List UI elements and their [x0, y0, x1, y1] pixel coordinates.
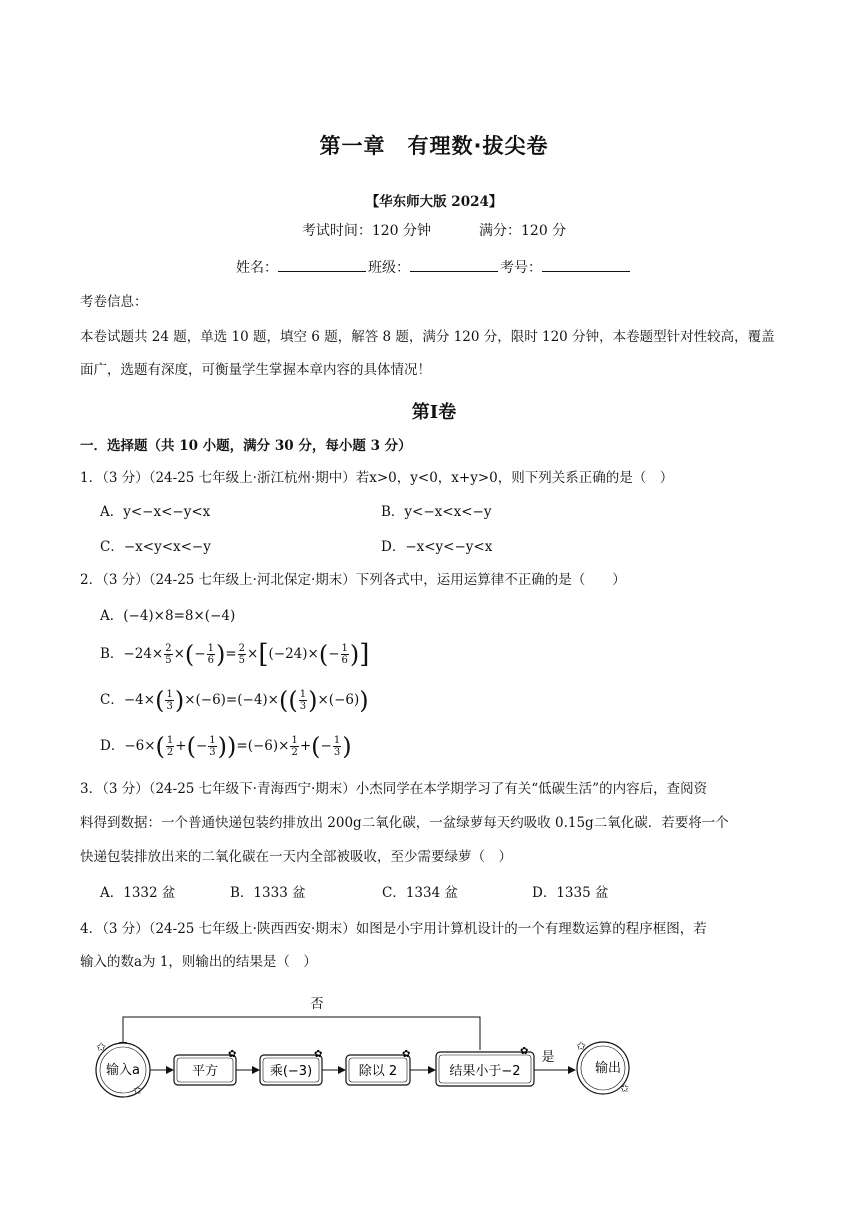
q4-line-1: 4．（3 分）（24-25 七年级上·陕西西安·期末）如图是小宇用计算机设计的一个有理数运算的程序框图，若: [80, 921, 707, 937]
q1-option-b[interactable]: B．y<−x<x<−y: [381, 504, 492, 520]
q2-option-b[interactable]: B．−24× $\frac{2}{5}$ ×(− $\frac{1}{6}$ )= $\frac{2}{5}$ ×[(−24)×(− $\frac{1}{6}$ )]: [100, 639, 370, 670]
input-label: 输入a: [106, 1063, 140, 1078]
edition-label: 【华东师大版 2024】: [365, 194, 503, 210]
q2-option-c[interactable]: C．−4×( $\frac{1}{3}$ )×(−6)=(−4)×(( $\frac{1}{3}$ )×(−6)): [100, 686, 369, 715]
number-blank[interactable]: [542, 256, 630, 272]
q3-line-1: 3．（3 分）（24-25 七年级下·青海西宁·期末）小杰同学在本学期学习了有关“低碳生活”的内容后，查阅资: [80, 781, 708, 797]
q2-option-a[interactable]: A．(−4)×8=8×(−4): [100, 608, 236, 624]
number-label: 考号：: [500, 260, 542, 276]
check-node: [436, 1046, 534, 1086]
output-label: 输出: [594, 1061, 622, 1076]
q3-option-b[interactable]: B．1333 盆: [230, 885, 306, 901]
flower-icon: ✿: [520, 1046, 529, 1057]
name-label: 姓名：: [236, 260, 278, 276]
info-label: 考卷信息：: [80, 294, 148, 310]
q3-line-3: 快递包装排放出来的二氧化碳在一天内全部被吸收，至少需要绿萝（ ）: [80, 849, 512, 865]
input-node: [96, 1040, 150, 1097]
step-multiply: [260, 1049, 322, 1085]
q2-c-label: C．: [100, 692, 124, 708]
exam-meta: [0, 220, 868, 240]
q4-line-2: 输入的数a为 1，则输出的结果是（ ）: [80, 954, 317, 970]
q1-option-d[interactable]: D．−x<y<−y<x: [381, 539, 493, 555]
flower-icon: ✿: [228, 1049, 237, 1060]
q3-line-2: 料得到数据：一个普通快递包装约排放出 200g二氧化碳，一盆绿萝每天约吸收 0.15g二氧化碳．若要将一个: [80, 815, 729, 831]
no-label: 否: [310, 997, 324, 1012]
q2-option-d[interactable]: D．−6×( $\frac{1}{2}$ +(− $\frac{1}{3}$ ))=(−6)× $\frac{1}{2}$ +(− $\frac{1}{3}$ ): [100, 732, 352, 761]
yes-label: 是: [541, 1050, 555, 1065]
q3-option-d[interactable]: D．1335 盆: [532, 885, 609, 901]
star-icon: ✩: [620, 1082, 630, 1095]
info-line-2: 面广，选题有深度，可衡量学生掌握本章内容的具体情况！: [80, 362, 431, 378]
q2-d-label: D．: [100, 738, 125, 754]
star-icon: ✩: [96, 1040, 107, 1054]
q1-option-c[interactable]: C．−x<y<x<−y: [100, 539, 211, 555]
full-score: 满分：120 分: [479, 223, 567, 239]
step-divide: [346, 1049, 410, 1085]
q3-option-a[interactable]: A．1332 盆: [100, 885, 176, 901]
section-title: 第Ⅰ卷: [411, 402, 457, 423]
exam-time: 考试时间：120 分钟: [301, 223, 431, 239]
step3-label: 除以 2: [358, 1064, 398, 1079]
student-info-line: [0, 256, 868, 277]
name-blank[interactable]: [278, 256, 366, 272]
flower-icon: ✿: [314, 1049, 323, 1060]
class-label: 班级：: [368, 260, 410, 276]
feedback-loop-line: [123, 1017, 480, 1050]
step2-label: 乘(−3): [269, 1064, 313, 1079]
step1-label: 平方: [191, 1064, 219, 1079]
step-square: [174, 1049, 236, 1085]
star-icon: ✩: [133, 1084, 143, 1097]
flower-icon: ✿: [402, 1049, 411, 1060]
q1-stem: 1．（3 分）（24-25 七年级上·浙江杭州·期中）若x>0，y<0，x+y>0，则下列关系正确的是（ ）: [80, 470, 674, 486]
program-flowchart: [80, 990, 660, 1100]
page-title: 第一章 有理数·拔尖卷: [319, 134, 549, 158]
check-label: 结果小于−2: [449, 1064, 521, 1079]
info-line-1: 本卷试题共 24 题，单选 10 题，填空 6 题，解答 8 题，满分 120 分，限时 120 分钟，本卷题型针对性较高，覆盖: [80, 329, 775, 345]
part1-heading: 一．选择题（共 10 小题，满分 30 分，每小题 3 分）: [80, 438, 412, 454]
q3-option-c[interactable]: C．1334 盆: [382, 885, 458, 901]
output-node: [576, 1039, 629, 1095]
q2-b-label: B．: [100, 646, 124, 662]
class-blank[interactable]: [410, 256, 498, 272]
q1-option-a[interactable]: A．y<−x<−y<x: [100, 504, 211, 520]
q2-stem: 2．（3 分）（24-25 七年级上·河北保定·期末）下列各式中，运用运算律不正确的是（ ）: [80, 572, 626, 588]
star-icon: ✩: [576, 1039, 587, 1053]
